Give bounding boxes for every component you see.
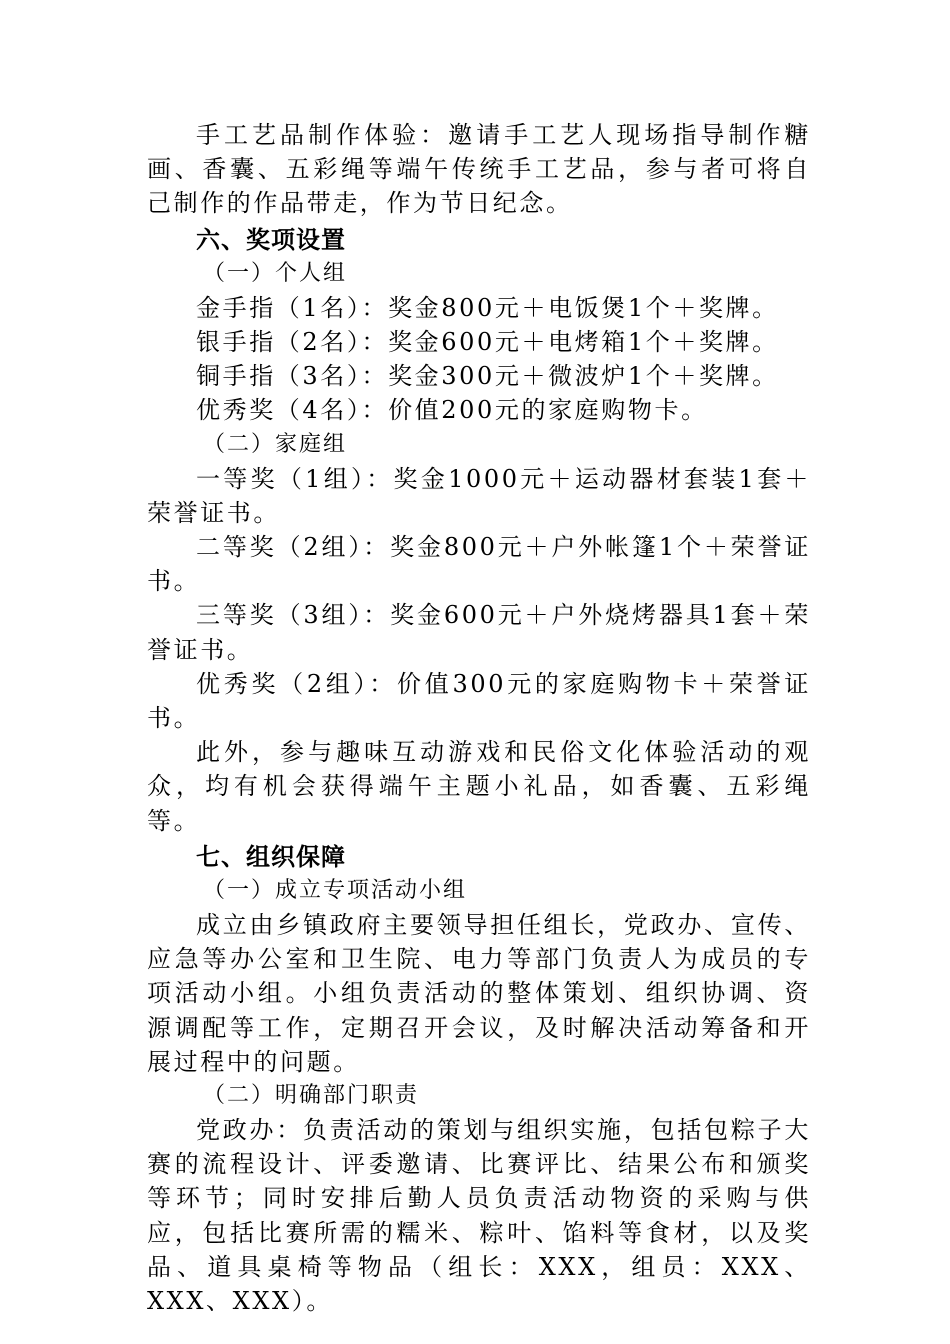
subheading-family: （二）家庭组: [203, 431, 348, 457]
subheading-task-group: （一）成立专项活动小组: [203, 878, 468, 904]
heading-organization: 七、组织保障: [196, 842, 346, 871]
award-gold: 金手指（1名）：奖金800元＋电饭煲1个＋奖牌。: [196, 293, 779, 322]
paragraph-extra-gifts: 此外，参与趣味互动游戏和民俗文化体验活动的观众，均有机会获得端午主题小礼品，如香囊、五彩绳等。: [147, 738, 811, 835]
award-bronze: 铜手指（3名）：奖金300元＋微波炉1个＋奖牌。: [196, 362, 779, 391]
award-second: 二等奖（2组）：奖金800元＋户外帐篷1个＋荣誉证书。: [147, 533, 811, 596]
subheading-department-duties: （二）明确部门职责: [203, 1083, 420, 1109]
award-first: 一等奖（1组）：奖金1000元＋运动器材套装1套＋荣誉证书。: [147, 464, 811, 527]
paragraph-task-group: 成立由乡镇政府主要领导担任组长，党政办、宣传、应急等办公室和卫生院、电力等部门负责人为成员的专项活动小组。小组负责活动的整体策划、组织协调、资源调配等工作，定期召开会议，及时解决活动筹备和开展过程中的问题。: [147, 911, 811, 1076]
paragraph-department-duties: 党政办：负责活动的策划与组织实施，包括包粽子大赛的流程设计、评委邀请、比赛评比、结果公布和颁奖等环节；同时安排后勤人员负责活动物资的采购与供应，包括比赛所需的糯米、粽叶、馅料等食材，以及奖品、道具桌椅等物品（组长：XXX，组员：XXX、XXX、XXX）。: [147, 1116, 811, 1316]
award-excellent-family: 优秀奖（2组）：价值300元的家庭购物卡＋荣誉证书。: [147, 669, 811, 733]
award-third: 三等奖（3组）：奖金600元＋户外烧烤器具1套＋荣誉证书。: [147, 601, 811, 664]
paragraph-handcraft: 手工艺品制作体验：邀请手工艺人现场指导制作糖画、香囊、五彩绳等端午传统手工艺品，参与者可将自己制作的作品带走，作为节日纪念。: [147, 121, 811, 218]
award-excellent-individual: 优秀奖（4名）：价值200元的家庭购物卡。: [196, 396, 708, 425]
heading-awards: 六、奖项设置: [196, 225, 346, 254]
subheading-individual: （一）个人组: [203, 260, 348, 286]
document-page: [147, 118, 811, 1318]
award-silver: 银手指（2名）：奖金600元＋电烤箱1个＋奖牌。: [196, 328, 779, 357]
